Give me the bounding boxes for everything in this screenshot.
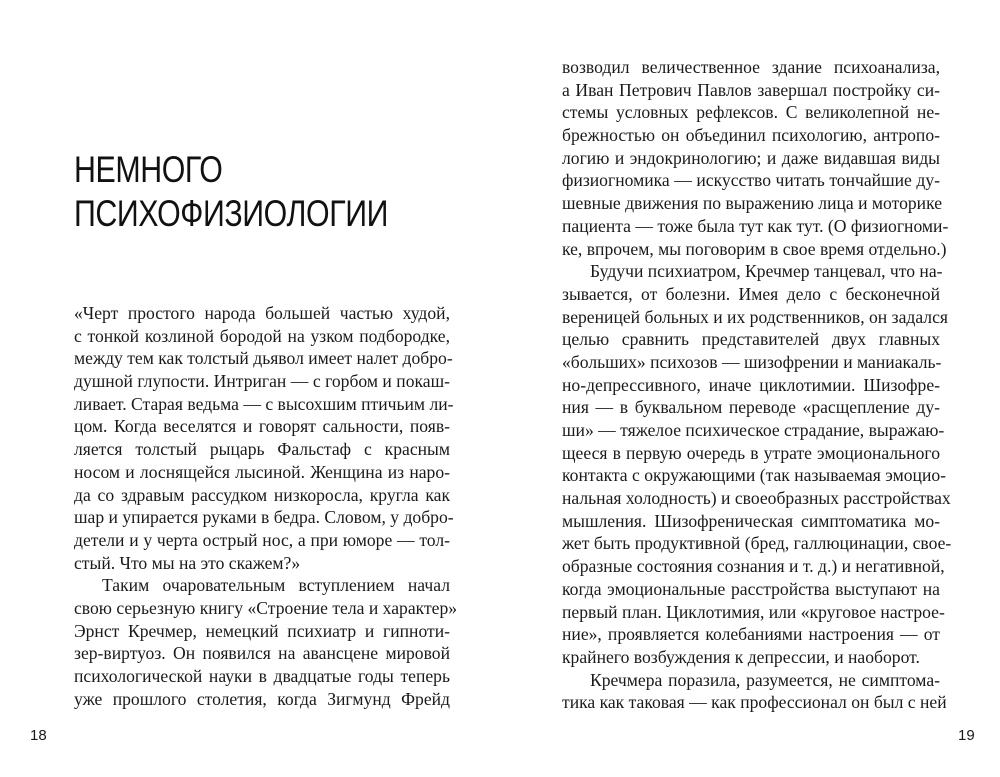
left-page-body [74, 302, 458, 710]
text-line: Таким очаровательным вступлением начал [102, 575, 450, 596]
text-line: психологической науки в двадцатые годы теперь [74, 666, 450, 686]
text-line: ливает. Старая ведьма — с высохшим птичьим ли- [74, 393, 454, 414]
text-line: детели и у черта острый нос, а при юморе — тол- [74, 529, 450, 550]
right-page-body [562, 56, 952, 714]
text-line: шар и упирается руками в бедра. Словом, у добро- [74, 507, 454, 528]
text-line: мышления. Шизофреническая симптоматика мо- [562, 510, 940, 531]
text-line: контакта с окружающими (так называемая эмоцио- [562, 465, 947, 486]
text-line: жет быть продуктивной (бред, галлюцинации, свое- [562, 533, 952, 554]
body-paragraph [562, 56, 949, 260]
body-paragraph [74, 574, 458, 710]
text-line: «больших» психозов — шизофрении и маниакаль- [562, 351, 942, 372]
text-line: зер-виртуоз. Он появился на авансцене мировой [74, 643, 450, 664]
text-line: стый. Что мы на это скажем?» [74, 552, 301, 573]
text-line: «Черт простого народа большей частью худой, [74, 303, 450, 323]
chapter-title [74, 148, 389, 236]
text-line: тика как таковая — как профессионал он был с ней [562, 692, 947, 713]
page-number-left: 18 [30, 727, 47, 744]
text-line: возводил величественное здание психоанализа, [562, 57, 940, 77]
text-line: вереницей больных и их родственников, он задался [562, 306, 948, 327]
text-line: ния — в буквальном переводе «расщепление ду- [562, 397, 940, 418]
text-line: уже прошлого столетия, когда Зигмунд Фрейд [74, 688, 450, 709]
chapter-title-line: НЕМНОГО [74, 149, 223, 190]
text-line: нальная холодность) и своеобразных расстройствах [562, 488, 951, 509]
text-line: физиогномика — искусство читать тончайшие ду- [562, 170, 940, 191]
text-line: Эрнст Кречмер, немецкий психиатр и гипноти- [74, 620, 450, 641]
text-line: ляется толстый рыцарь Фальстаф с красным [74, 439, 450, 460]
text-line: а Иван Петрович Павлов завершал постройку си- [562, 79, 940, 100]
text-line: зывается, от болезни. Имея дело с бесконечной [562, 283, 940, 304]
text-line: логию и эндокринологию; и даже видавшая виды [562, 147, 940, 168]
text-line: носом и лоснящейся лысиной. Женщина из наро- [74, 461, 450, 482]
text-line: цом. Когда веселятся и говорят сальности, появ- [74, 416, 450, 437]
text-line: между тем как толстый дьявол имеет налет добро- [74, 348, 453, 369]
text-line: душной глупости. Интриган — с горбом и покаш- [74, 371, 450, 392]
text-line: ке, впрочем, мы поговорим в свое время отдельно.) [562, 238, 947, 259]
text-line: стемы условных рефлексов. С великолепной не- [562, 102, 940, 123]
text-line: крайнего возбуждения к депрессии, и наоборот. [562, 646, 920, 667]
text-line: брежностью он объединил психологию, антропо- [562, 125, 940, 146]
text-line: образные состояния сознания и т. д.) и негативной, [562, 556, 945, 577]
text-line: когда эмоциональные расстройства выступают на [562, 578, 940, 599]
text-line: шевные движения по выражению лица и моторике [562, 193, 943, 214]
text-line: да со здравым рассудком низкоросла, кругла как [74, 484, 450, 505]
text-line: ние», проявляется колебаниями настроения — от [562, 624, 940, 645]
text-line: щееся в первую очередь в утрате эмоционального [562, 442, 940, 463]
text-line: Будучи психиатром, Кречмер танцевал, что на- [590, 261, 943, 282]
text-line: но-депрессивного, иначе циклотимии. Шизофре- [562, 374, 940, 395]
text-line: свою серьезную книгу «Строение тела и характер» [74, 597, 458, 618]
text-line: целью сравнить представителей двух главных [562, 329, 940, 350]
text-line: с тонкой козлиной бородой на узком подбородке, [74, 325, 450, 346]
text-line: ши» — тяжелое психическое страдание, выражаю- [562, 420, 945, 440]
body-paragraph [562, 669, 947, 714]
right-page [500, 0, 1000, 777]
text-line: пациента — тоже была тут как тут. (О физиогноми- [562, 215, 949, 236]
page-number-right: 19 [958, 727, 975, 744]
text-line: Кречмера поразила, разумеется, не симптома- [590, 669, 940, 690]
body-paragraph [562, 260, 952, 668]
chapter-title-line: ПСИХОФИЗИОЛОГИИ [74, 193, 389, 234]
text-line: первый план. Циклотимия, или «круговое настрое- [562, 601, 945, 622]
epigraph-quote-paragraph [74, 302, 454, 574]
